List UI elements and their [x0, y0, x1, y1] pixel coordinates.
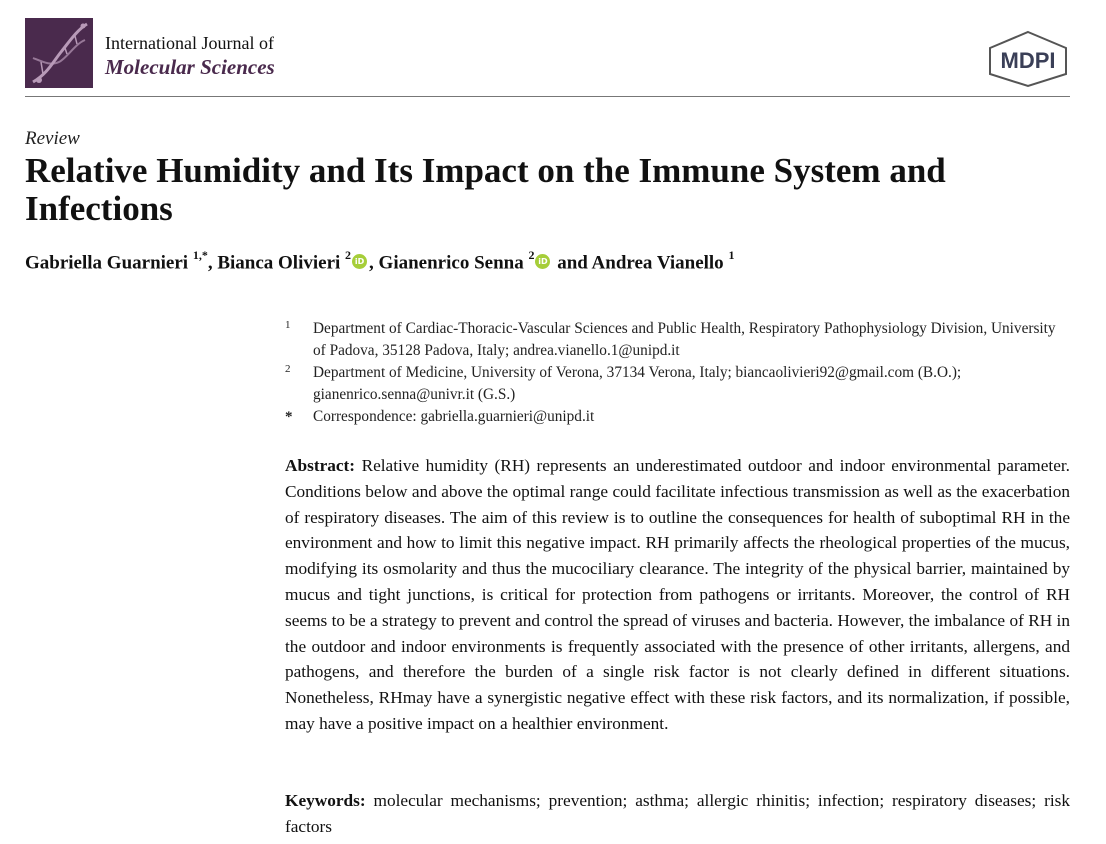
- author-name: Gianenrico Senna: [378, 252, 524, 274]
- keywords-text: molecular mechanisms; prevention; asthma; allergic rhinitis; infection; respiratory diseases; risk factors: [285, 791, 1070, 836]
- orcid-icon[interactable]: iD: [535, 254, 550, 269]
- author-name: Bianca Olivieri: [217, 252, 341, 274]
- affiliations: [285, 318, 1070, 428]
- keywords-label: Keywords:: [285, 791, 366, 810]
- author-affiliation-mark: 2: [528, 248, 535, 262]
- author-separator: ,: [369, 252, 379, 274]
- author-name: Andrea Vianello: [591, 252, 724, 274]
- author-affiliation-mark: 1: [728, 248, 735, 262]
- header-divider: [25, 96, 1070, 97]
- author-separator: ,: [207, 252, 218, 274]
- affiliation-text: Department of Medicine, University of Verona, 37134 Verona, Italy; biancaolivieri92@gmail.com (B.O.); gianenrico.senna@univr.it (G.S.): [313, 364, 962, 403]
- correspondence-text: Correspondence: gabriella.guarnieri@unipd.it: [313, 408, 595, 425]
- publisher-name: MDPI: [1000, 48, 1056, 73]
- abstract-text: Relative humidity (RH) represents an underestimated outdoor and indoor environmental parameter. Conditions below and above the optimal range could facilitate infectious transmission as well as the exacerbation of respiratory diseases. The aim of this review is to outline the consequences for health of suboptimal RH in the environment and how to limit this negative impact. RH primarily affects the rheological properties of the mucus, modifying its osmolarity and thus the mucociliary clearance. The integrity of the physical barrier, maintained by mucus and tight junctions, is critical for protection from pathogens or irritants. Moreover, the control of RH seems to be a strategy to prevent and control the spread of viruses and bacteria. However, the imbalance of RH in the outdoor and indoor environments is frequently associated with the presence of other irritants, allergens, and pathogens, and therefore the burden of a single risk factor is not clearly defined in different situations. Nonetheless, RHmay have a synergistic negative effect with these risk factors, and its normalization, if possible, may have a positive impact on a healthier environment.: [285, 456, 1070, 733]
- journal-name-line1: International Journal of: [105, 33, 274, 53]
- author-separator: and: [552, 252, 592, 274]
- correspondence-mark: *: [285, 409, 293, 425]
- journal-name-line2: Molecular Sciences: [105, 55, 275, 79]
- keywords: [285, 788, 1070, 840]
- affiliation-mark: 2: [285, 363, 291, 375]
- journal-name: [105, 32, 275, 80]
- author-affiliation-mark: 2: [345, 248, 352, 262]
- journal-header: [25, 18, 1070, 96]
- abstract-label: Abstract:: [285, 456, 356, 475]
- correspondence-item: [285, 406, 1070, 428]
- affiliation-mark: 1: [285, 319, 291, 331]
- author-list: [25, 250, 734, 274]
- author-name: Gabriella Guarnieri: [25, 252, 189, 274]
- article-title: Relative Humidity and Its Impact on the Immune System and Infections: [25, 151, 946, 228]
- author-affiliation-mark: 1,*: [192, 248, 208, 262]
- affiliation-text: Department of Cardiac-Thoracic-Vascular Sciences and Public Health, Respiratory Pathophysiology Division, University of Padova, 35128 Padova, Italy; andrea.vianello.1@unipd.it: [313, 320, 1056, 359]
- mdpi-logo: [986, 30, 1070, 88]
- journal-logo: [25, 18, 93, 88]
- article-type: Review: [25, 128, 80, 149]
- orcid-icon[interactable]: iD: [352, 254, 367, 269]
- affiliation-item: [285, 318, 1070, 362]
- abstract: [285, 453, 1070, 737]
- dna-helix-icon: [25, 18, 93, 88]
- affiliation-item: [285, 362, 1070, 406]
